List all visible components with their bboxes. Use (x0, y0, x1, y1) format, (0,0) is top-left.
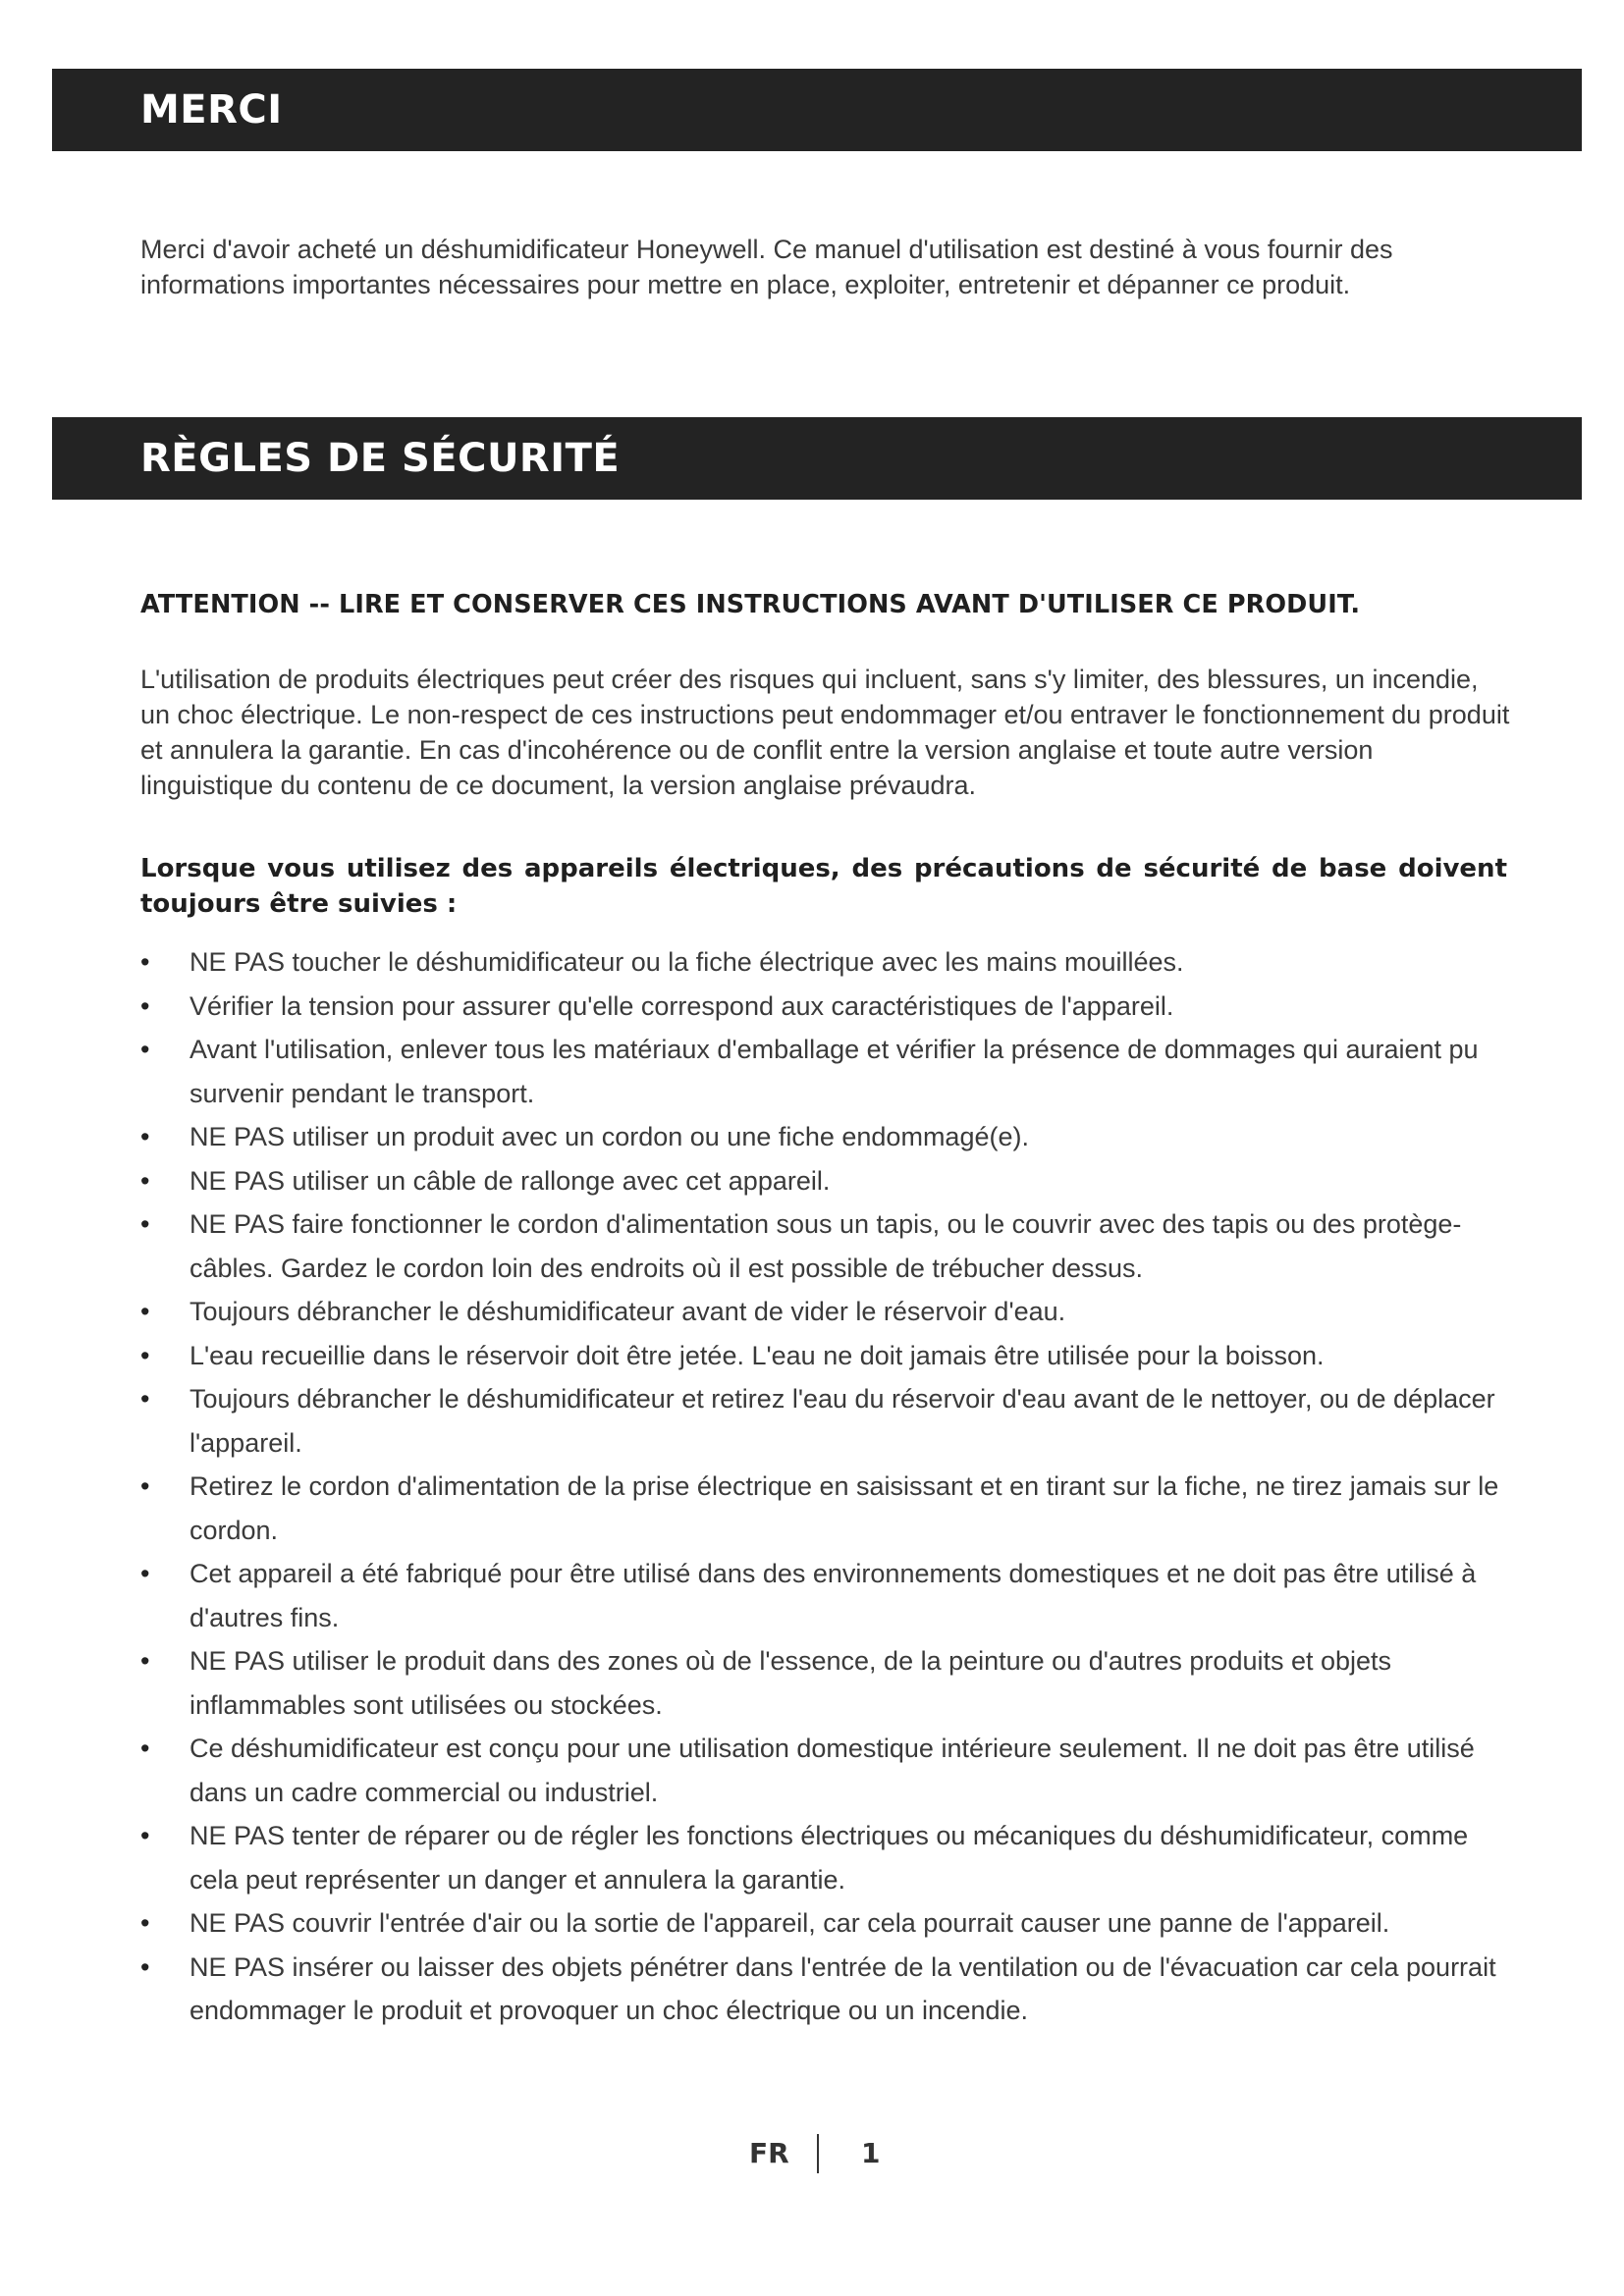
warning-paragraph: L'utilisation de produits électriques peut créer des risques qui incluent, sans s'y limiter, des blessures, un incendie, un choc électrique. Le non-respect de ces instructions peut endommager et/ou entraver le fonctionnement du produit et annulera la garantie. En cas d'incohérence ou de conflit entre la version anglaise et toute autre version linguistique du contenu de ce document, la version anglaise prévaudra. (140, 665, 1510, 800)
bullet-icon: • (140, 1297, 150, 1326)
bullet-icon: • (140, 1340, 150, 1370)
bullet-icon: • (140, 990, 150, 1021)
intro-paragraph: Merci d'avoir acheté un déshumidificateur Honeywell. Ce manuel d'utilisation est destiné à vous fournir des informations importantes nécessaires pour mettre en place, exploiter, entretenir et dépanner ce produit. (140, 235, 1393, 299)
rule-text: NE PAS utiliser un câble de rallonge avec cet appareil. (189, 1165, 831, 1196)
rule-text: Vérifier la tension pour assurer qu'elle correspond aux caractéristiques de l'appareil. (189, 990, 1174, 1021)
page-number: 1 (861, 2137, 881, 2169)
rule-text: NE PAS couvrir l'entrée d'air ou la sortie de l'appareil, car cela pourrait causer une panne de l'appareil. (189, 1908, 1390, 1938)
list-item (140, 1377, 1515, 1465)
safety-rules-list (140, 940, 1515, 2033)
rule-text: Toujours débrancher le déshumidificateur et retirez l'eau du réservoir d'eau avant de le nettoyer, ou de déplacer l'appareil. (189, 1384, 1495, 1458)
section-header-safety-rules (52, 417, 1582, 500)
rule-text: NE PAS toucher le déshumidificateur ou la fiche électrique avec les mains mouillées. (189, 947, 1184, 977)
rule-text: NE PAS utiliser un produit avec un cordon ou une fiche endommagé(e). (189, 1122, 1029, 1151)
list-item (140, 1159, 1515, 1203)
page-footer (0, 2137, 1624, 2176)
section-header-merci (52, 69, 1582, 151)
section-title-merci: MERCI (140, 87, 283, 133)
list-item (140, 1290, 1515, 1334)
list-item (140, 1946, 1515, 2033)
footer-separator (817, 2134, 819, 2173)
list-item (140, 1465, 1515, 1552)
bullet-icon: • (140, 1471, 150, 1501)
list-item (140, 1115, 1515, 1159)
rule-text: NE PAS tenter de réparer ou de régler les fonctions électriques ou mécaniques du déshumidificateur, comme cela peut représenter un danger et annulera la garantie. (189, 1821, 1469, 1895)
rule-text: L'eau recueillie dans le réservoir doit être jetée. L'eau ne doit jamais être utilisée pour la boisson. (189, 1340, 1325, 1370)
bullet-icon: • (140, 1165, 150, 1196)
bullet-icon: • (140, 1821, 150, 1850)
precautions-heading: Lorsque vous utilisez des appareils électriques, des précautions de sécurité de base doivent toujours être suivies : (140, 854, 1507, 919)
rule-text: NE PAS insérer ou laisser des objets pénétrer dans l'entrée de la ventilation ou de l'évacuation car cela pourrait endommager le produit et provoquer un choc électrique ou un incendie. (189, 1951, 1496, 2025)
list-item (140, 985, 1515, 1029)
bullet-icon: • (140, 1559, 150, 1588)
list-item (140, 1727, 1515, 1814)
bullet-icon: • (140, 947, 150, 977)
list-item (140, 1202, 1515, 1290)
list-item (140, 1814, 1515, 1901)
bullet-icon: • (140, 1908, 150, 1938)
bullet-icon: • (140, 1951, 150, 1982)
bullet-icon: • (140, 1122, 150, 1151)
footer-language: FR (749, 2137, 789, 2169)
rule-text: Ce déshumidificateur est conçu pour une utilisation domestique intérieure seulement. Il ne doit pas être utilisé dans un cadre commercial ou industriel. (189, 1734, 1475, 1807)
bullet-icon: • (140, 1734, 150, 1763)
bullet-icon: • (140, 1035, 150, 1064)
list-item (140, 940, 1515, 985)
list-item (140, 1334, 1515, 1378)
list-item (140, 1639, 1515, 1727)
attention-heading: ATTENTION -- LIRE ET CONSERVER CES INSTRUCTIONS AVANT D'UTILISER CE PRODUIT. (140, 590, 1361, 619)
list-item (140, 1552, 1515, 1639)
rule-text: Cet appareil a été fabriqué pour être utilisé dans des environnements domestiques et ne doit pas être utilisé à d'autres fins. (189, 1559, 1477, 1632)
bullet-icon: • (140, 1209, 150, 1239)
list-item (140, 1901, 1515, 1946)
rule-text: NE PAS faire fonctionner le cordon d'alimentation sous un tapis, ou le couvrir avec des tapis ou des protège-câbles. Gardez le cordon loin des endroits où il est possible de trébucher dessus. (189, 1209, 1462, 1283)
bullet-icon: • (140, 1384, 150, 1414)
rule-text: Avant l'utilisation, enlever tous les matériaux d'emballage et vérifier la présence de dommages qui auraient pu survenir pendant le transport. (189, 1035, 1479, 1108)
section-title-safety-rules: RÈGLES DE SÉCURITÉ (140, 436, 621, 481)
rule-text: Toujours débrancher le déshumidificateur avant de vider le réservoir d'eau. (189, 1297, 1066, 1326)
list-item (140, 1028, 1515, 1115)
bullet-icon: • (140, 1646, 150, 1676)
rule-text: Retirez le cordon d'alimentation de la prise électrique en saisissant et en tirant sur la fiche, ne tirez jamais sur le cordon. (189, 1471, 1499, 1545)
rule-text: NE PAS utiliser le produit dans des zones où de l'essence, de la peinture ou d'autres produits et objets inflammables sont utilisées ou stockées. (189, 1646, 1392, 1720)
